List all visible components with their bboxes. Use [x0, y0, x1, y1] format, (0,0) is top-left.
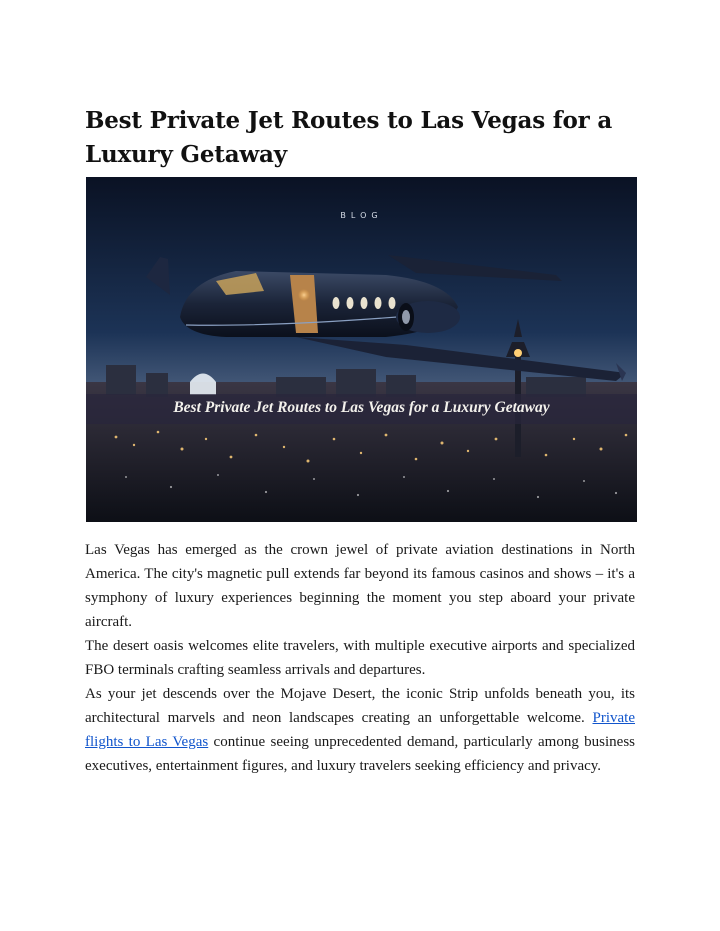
- blog-tag: BLOG: [340, 211, 383, 220]
- article-body: [85, 538, 635, 778]
- paragraph-desert-oasis: The desert oasis welcomes elite travelers, with multiple executive airports and specialized FBO terminals crafting seamless arrivals and departures.: [85, 638, 635, 678]
- private-flights-link[interactable]: Private flights to Las Vegas: [85, 710, 635, 750]
- paragraph-descent-continuation: continue seeing unprecedented demand, particularly among business executives, entertainment figures, and luxury travelers seeking efficiency and privacy.: [85, 734, 635, 774]
- hero-image: [86, 177, 637, 522]
- paragraph-intro: Las Vegas has emerged as the crown jewel of private aviation destinations in North America. The city's magnetic pull extends far beyond its famous casinos and shows – it's a symphony of luxury experiences beginning the moment you step aboard your private aircraft.: [85, 542, 635, 630]
- paragraph-descent: [85, 682, 635, 778]
- paragraph-descent-text: As your jet descends over the Mojave Desert, the iconic Strip unfolds beneath you, its architectural marvels and neon landscapes creating an unforgettable welcome.: [85, 686, 635, 726]
- article-title: Best Private Jet Routes to Las Vegas for a Luxury Getaway: [85, 107, 613, 168]
- hero-illustration: [86, 177, 637, 522]
- hero-banner-text: Best Private Jet Routes to Las Vegas for a Luxury Getaway: [173, 399, 550, 416]
